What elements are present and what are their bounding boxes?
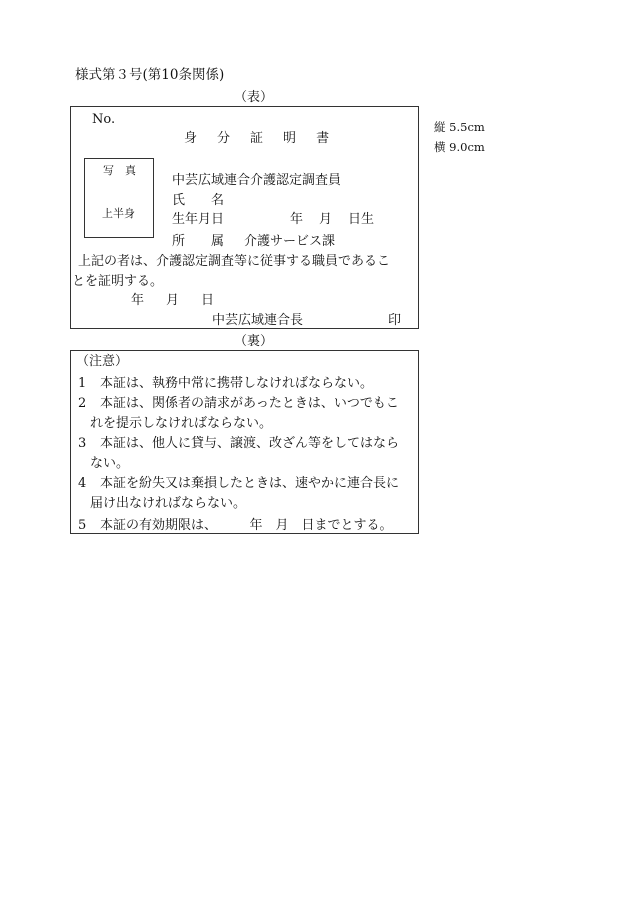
- note-item-2: [78, 397, 399, 410]
- birth-date-label: 生年月日: [172, 212, 225, 227]
- note-item-1: [78, 377, 373, 390]
- title-char: 分: [217, 131, 231, 146]
- affiliation-row: [172, 235, 335, 248]
- note-text: 本証の有効期限は、 年 月 日までとする。: [100, 518, 393, 533]
- issue-date-row: [131, 294, 236, 307]
- front-label: （表）: [234, 90, 274, 105]
- form-title: 様式第３号(第10条関係): [75, 67, 225, 83]
- title-char: 明: [283, 131, 297, 146]
- size-height-note: 縦 5.5cm: [434, 120, 485, 134]
- note-item-5: [78, 519, 393, 532]
- title-char: 証: [250, 131, 264, 146]
- position-title: 中芸広域連合介護認定調査員: [172, 173, 342, 188]
- note-number: 2: [78, 396, 87, 411]
- document-title: [184, 132, 349, 145]
- statement-line-2: とを証明する。: [72, 274, 164, 289]
- seal-mark: 印: [388, 313, 402, 328]
- birth-day: 日生: [348, 212, 375, 227]
- photo-label: 写 真: [103, 164, 136, 177]
- back-label: （裏）: [234, 334, 274, 349]
- issue-month: 月: [166, 293, 180, 308]
- note-text-continued: ない。: [90, 456, 130, 471]
- issue-day: 日: [201, 293, 215, 308]
- affiliation-value: 介護サービス課: [244, 234, 336, 249]
- note-text: 本証は、関係者の請求があったときは、いつでもこ: [100, 396, 399, 411]
- birth-year: 年: [290, 212, 304, 227]
- note-item-4: [78, 477, 399, 490]
- issue-year: 年: [131, 293, 145, 308]
- title-char: 書: [316, 131, 330, 146]
- issuer-name: 中芸広域連合長: [212, 313, 304, 328]
- birth-date-row: [172, 213, 374, 226]
- birth-month: 月: [319, 212, 333, 227]
- note-number: 4: [78, 476, 87, 491]
- title-char: 身: [184, 131, 198, 146]
- note-text-continued: れを提示しなければならない。: [90, 416, 273, 431]
- photo-sublabel: 上半身: [102, 207, 135, 220]
- statement-line-1: 上記の者は、介護認定調査等に従事する職員であるこ: [78, 254, 391, 269]
- size-width-note: 横 9.0cm: [434, 140, 485, 154]
- note-number: 5: [78, 518, 87, 533]
- note-number: 1: [78, 376, 87, 391]
- note-text: 本証は、執務中常に携帯しなければならない。: [100, 376, 374, 391]
- note-text-continued: 届け出なければならない。: [90, 496, 247, 511]
- name-label: 氏 名: [172, 193, 225, 208]
- note-text: 本証は、他人に貸与、譲渡、改ざん等をしてはなら: [100, 436, 400, 451]
- note-item-3: [78, 437, 399, 450]
- note-number: 3: [78, 436, 87, 451]
- affiliation-label: 所 属: [172, 234, 225, 249]
- card-number-label: No.: [92, 112, 116, 127]
- note-text: 本証を紛失又は棄損したときは、速やかに連合長に: [100, 476, 400, 491]
- note-header: （注意）: [76, 354, 129, 369]
